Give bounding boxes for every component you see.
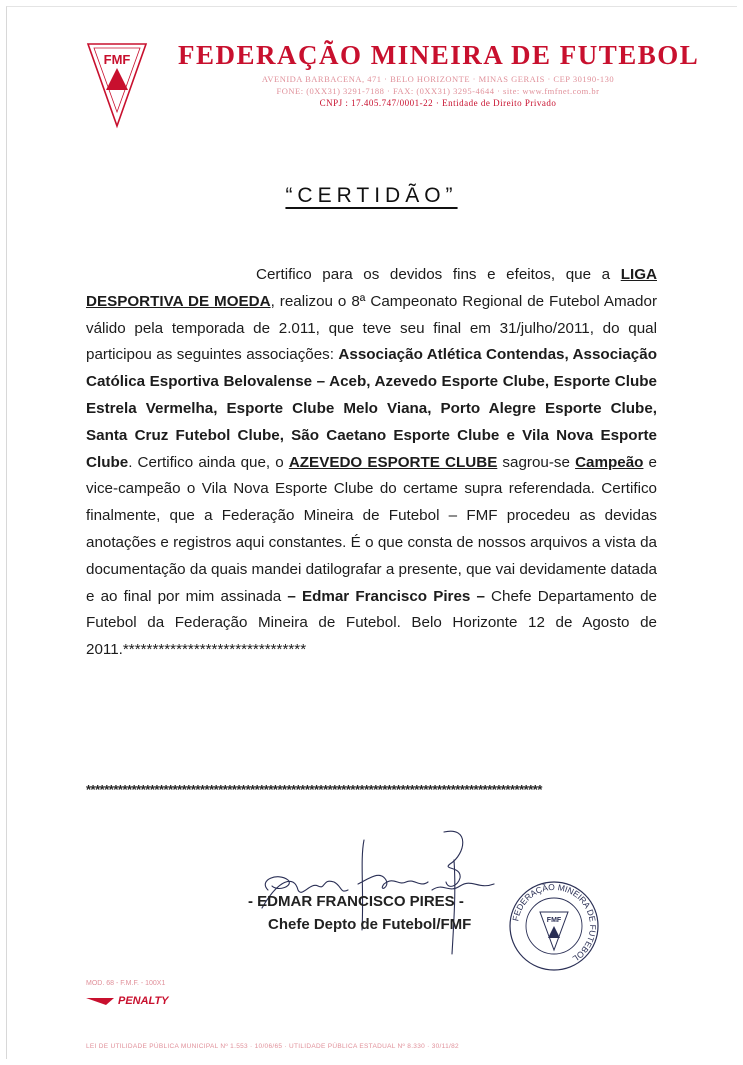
signer-role: Chefe Depto de Futebol/FMF — [268, 916, 472, 933]
form-code: MOD. 68 - F.M.F. - 100X1 — [86, 980, 166, 987]
footer-law-line: LEI DE UTILIDADE PÚBLICA MUNICIPAL Nº 1.553 · 10/06/65 · UTILIDADE PÚBLICA ESTADUAL Nº 8.330 · 30/11/82 — [86, 1043, 459, 1050]
printer-brand — [86, 995, 169, 1007]
stars-line: **************************************************************************************************** — [86, 782, 542, 797]
body-part-5: e vice-campeão o Vila Nova Esporte Clube do certame supra referendada. Certifico finalmente, que a Federação Mineira de Futebol – FMF procedeu as devidas anotações e registros aqui constantes. É o que consta de nossos arquivos a vista da documentação da quais mandei datilografar a presente, que vai devidamente datada e ao final por mim assinada — [86, 453, 658, 605]
document-title-wrap — [0, 184, 743, 208]
fmf-logo — [86, 40, 148, 130]
federation-seal — [508, 880, 600, 972]
brand-text: PENALTY — [118, 995, 169, 1007]
champion-word: Campeão — [575, 453, 644, 471]
handwritten-signature — [248, 820, 508, 960]
logo-text: FMF — [103, 52, 131, 67]
signer-inline: – Edmar Francisco Pires – — [287, 587, 485, 605]
address-line-2: FONE: (0XX31) 3291-7188 · FAX: (0XX31) 3295-4644 · site: www.fmfnet.com.br — [276, 86, 600, 96]
cnpj-line: CNPJ : 17.405.747/0001-22 · Entidade de Direito Privado — [319, 98, 557, 108]
body-part-2: , realizou o 8ª Campeonato Regional de Futebol Amador válido pela temporada de 2.011, que teve seu final em 31/julho/2011, do qual participou as seguintes associações: — [86, 292, 657, 364]
seal-ring-path: FEDERAÇÃO MINEIRA DE FUTEBOL — [510, 881, 599, 964]
org-name: FEDERAÇÃO MINEIRA DE FUTEBOL — [178, 40, 700, 70]
body-part-4: sagrou-se — [497, 453, 576, 471]
signer-name: - EDMAR FRANCISCO PIRES - — [248, 893, 464, 910]
champion-name: AZEVEDO ESPORTE CLUBE — [288, 453, 498, 471]
body-part-3: . Certifico ainda que, o — [128, 453, 289, 471]
stars-tail: ******************************* — [122, 641, 307, 659]
body-part-6: Chefe Departamento de Futebol da Federação Mineira de Futebol. Belo Horizonte 12 de Agosto de 2011. — [86, 587, 657, 659]
league-name: LIGA DESPORTIVA DE MOEDA — [86, 266, 657, 310]
club-list: Associação Atlética Contendas, Associação Católica Esportiva Belovalense – Aceb, Azevedo Esporte Clube, Esporte Clube Estrela Vermelha, Esporte Clube Melo Viana, Porto Alegre Esporte Clube, Santa Cruz Futebol Clube, São Caetano Esporte Clube e Vila Nova Esporte Clube — [86, 346, 657, 471]
certificate-body — [86, 262, 657, 664]
address-line-1: AVENIDA BARBACENA, 471 · BELO HORIZONTE · MINAS GERAIS · CEP 30190-130 — [261, 74, 615, 84]
penalty-swoosh-icon — [86, 996, 116, 1006]
document-title: “CERTIDÃO” — [285, 184, 458, 207]
body-intro: Certifico para os devidos fins e efeitos, que a — [256, 266, 611, 283]
seal-center-text: FMF — [546, 917, 562, 924]
